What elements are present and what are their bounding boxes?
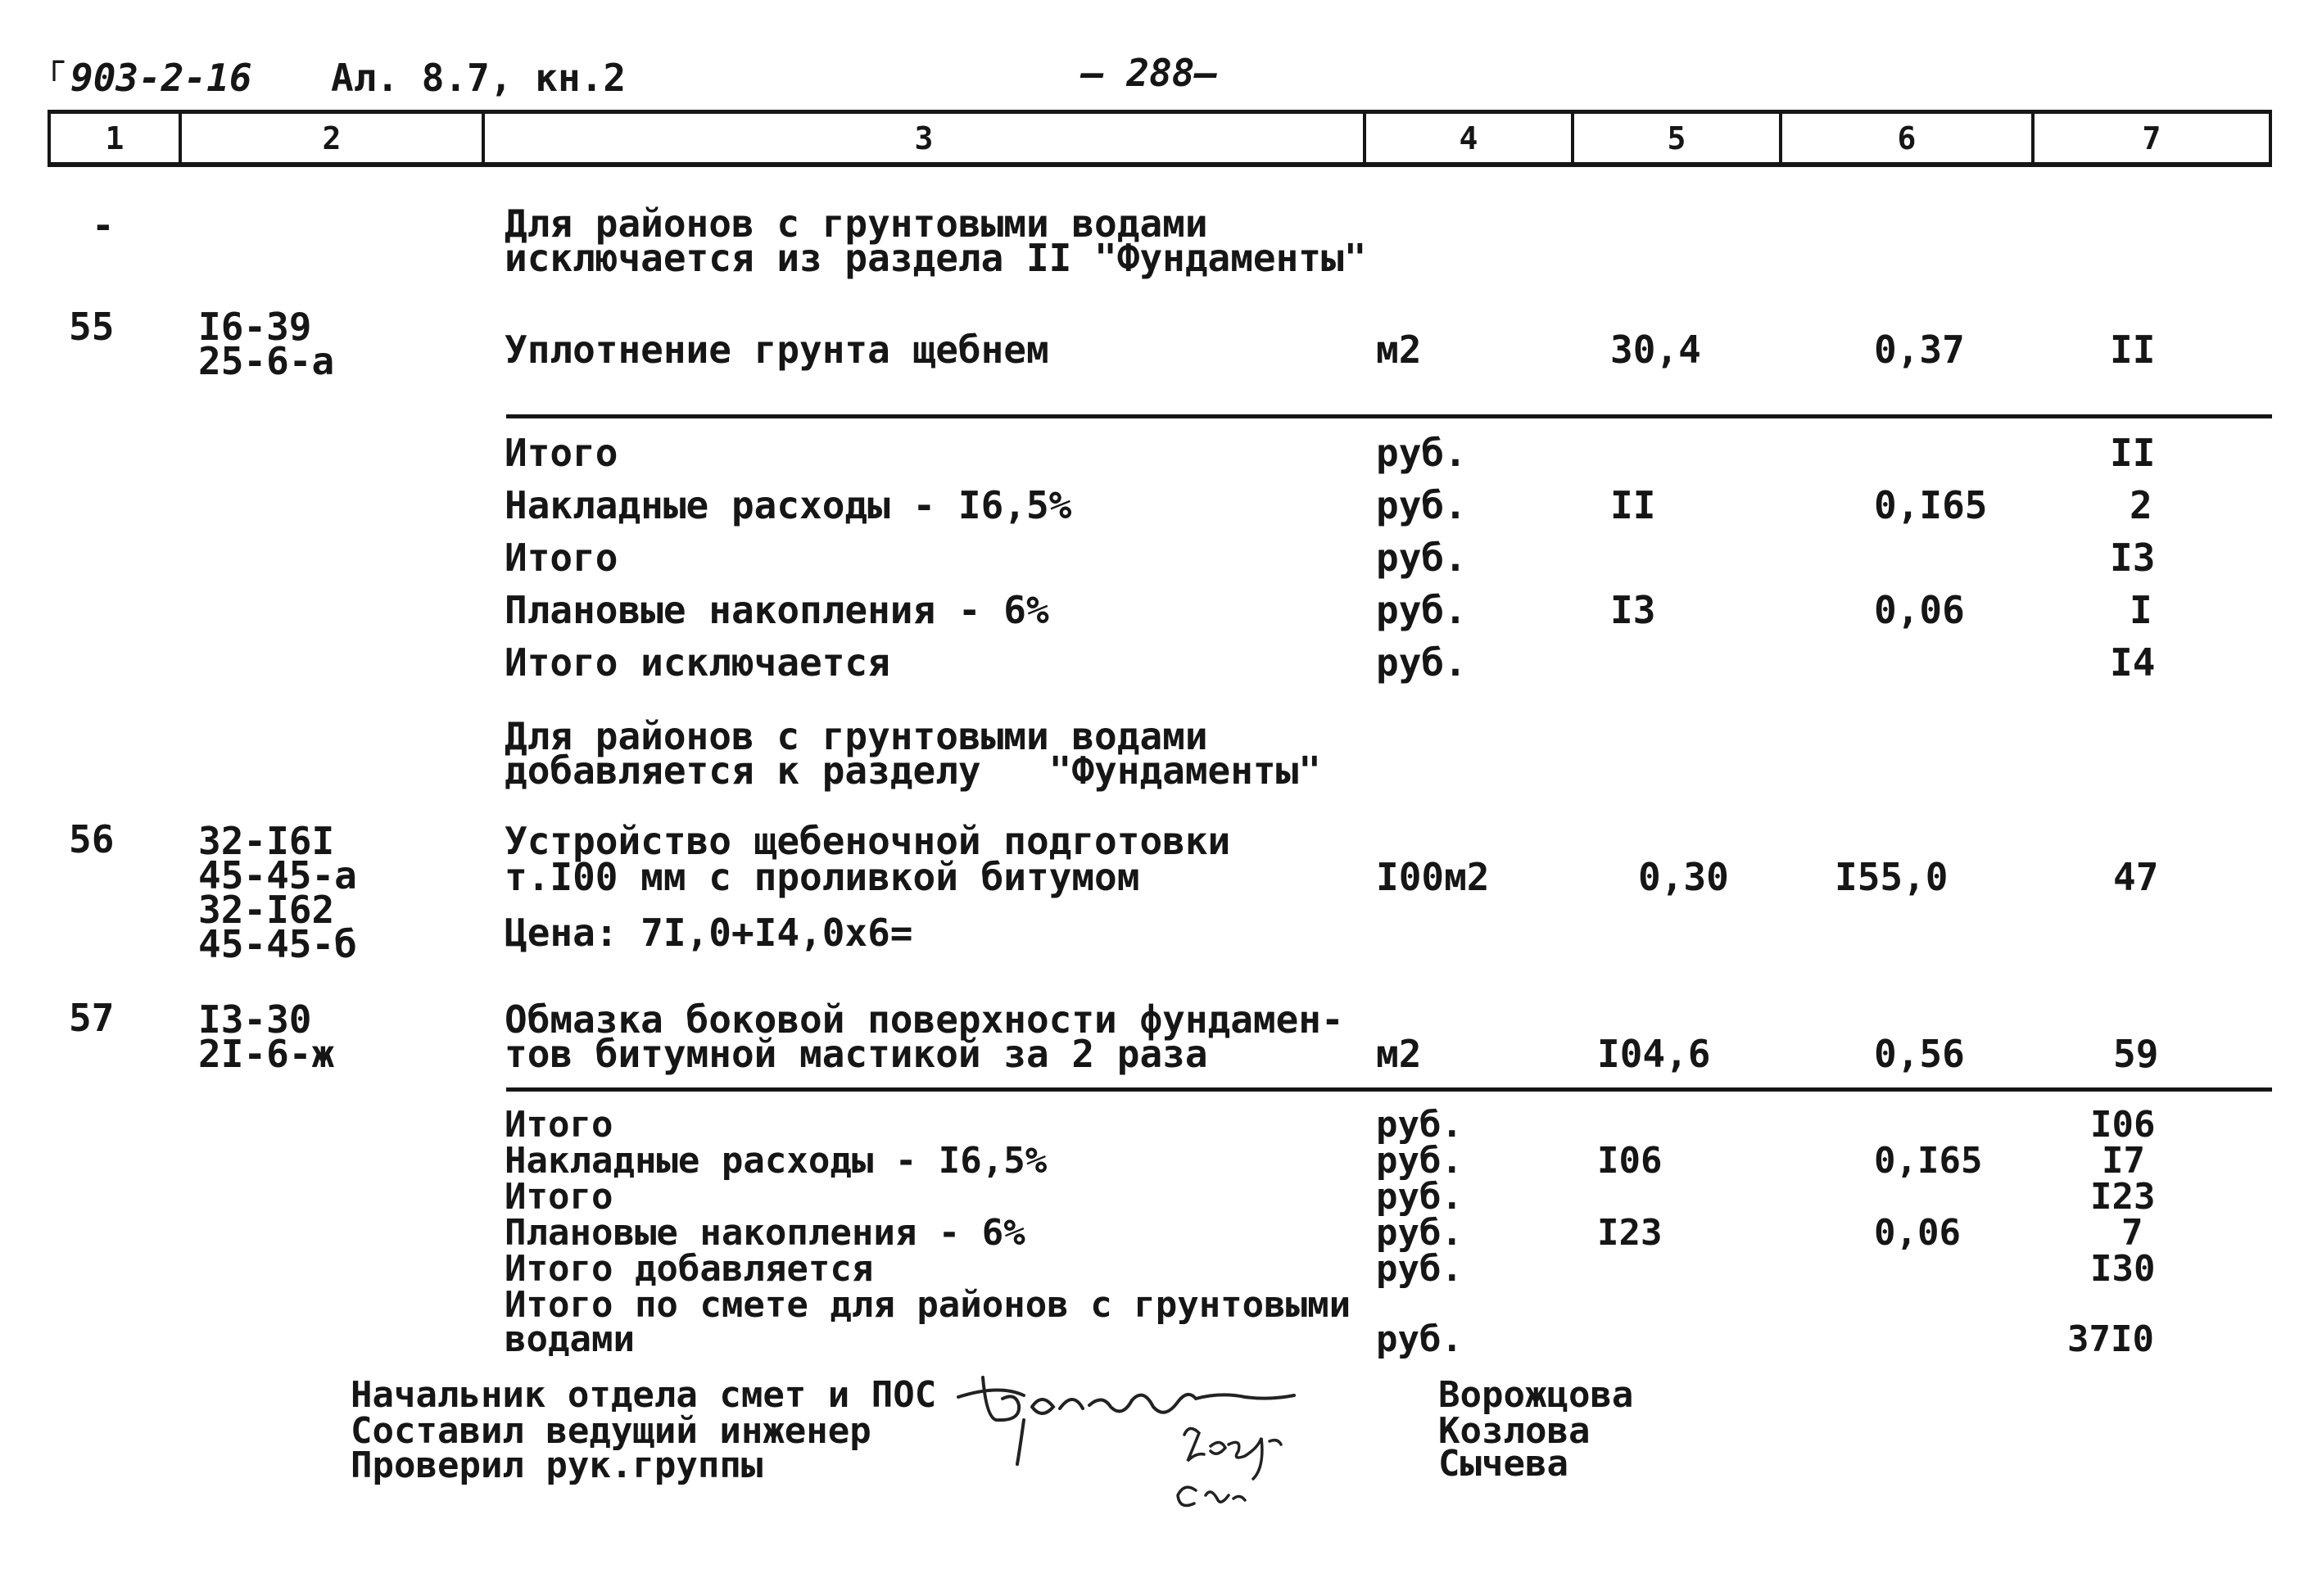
handwritten-signature	[950, 1359, 1376, 1515]
item-qty: 30,4	[1610, 328, 1701, 372]
signature-role: Начальник отдела смет и ПОС	[351, 1374, 937, 1416]
item-unit: м2	[1376, 328, 1422, 372]
summary-total: II	[2110, 431, 2156, 475]
summary-unit: руб.	[1376, 1212, 1463, 1254]
summary-label: Итого	[505, 536, 618, 580]
header-col-divider	[2269, 110, 2272, 167]
summary-rate: 0,06	[1874, 588, 1965, 632]
section-title: Для районов с грунтовыми водами	[505, 714, 1208, 758]
summary-total: 2	[2130, 483, 2152, 527]
column-header: 3	[914, 120, 934, 156]
summary-unit: руб.	[1376, 1176, 1463, 1218]
item-total: II	[2110, 328, 2156, 372]
item-code: 25-6-а	[198, 339, 335, 383]
signature-role: Составил ведущий инженер	[351, 1410, 871, 1452]
summary-label: Плановые накопления - 6%	[505, 1212, 1025, 1254]
column-header: 5	[1667, 120, 1686, 156]
summary-total: I	[2130, 588, 2152, 632]
item-code: 45-45-б	[198, 922, 357, 966]
section-title: исключается из раздела II "Фундаменты"	[505, 236, 1367, 280]
summary-total: I30	[2090, 1248, 2156, 1290]
summary-total: 7	[2121, 1212, 2143, 1254]
summary-unit: руб.	[1376, 1248, 1463, 1290]
summary-total: I23	[2090, 1176, 2156, 1218]
grand-total-label: Итого по смете для районов с грунтовыми	[505, 1284, 1351, 1326]
item-note: Цена: 7I,0+I4,0х6=	[505, 911, 913, 955]
grand-total-value: 37I0	[2067, 1318, 2154, 1360]
item-number: 56	[69, 817, 115, 861]
summary-rate: 0,06	[1874, 1212, 1961, 1254]
item-qty: I04,6	[1597, 1032, 1711, 1076]
summary-label: Итого	[505, 431, 618, 475]
item-code: I3-30	[198, 997, 312, 1042]
signature-name: Сычева	[1438, 1443, 1568, 1485]
section-title: Для районов с грунтовыми водами	[505, 201, 1208, 246]
item-name: Уплотнение грунта щебнем	[505, 328, 1049, 372]
corner-mark: ┌	[44, 43, 65, 81]
item-unit: I00м2	[1376, 855, 1490, 899]
item-code: 32-I62	[198, 888, 335, 932]
summary-base: I23	[1597, 1212, 1663, 1254]
item-price: I55,0	[1835, 855, 1949, 899]
summary-base: I06	[1597, 1140, 1663, 1182]
item-number: 57	[69, 996, 115, 1040]
item-unit: м2	[1376, 1032, 1422, 1076]
item-code: 45-45-а	[198, 853, 357, 897]
summary-rate: 0,I65	[1874, 483, 1988, 527]
signature-role: Проверил рук.группы	[351, 1445, 763, 1486]
column-header: 6	[1897, 120, 1917, 156]
summary-label: Итого исключается	[505, 640, 890, 685]
summary-total: I4	[2110, 640, 2156, 685]
summary-unit: руб.	[1376, 483, 1467, 527]
album-ref: Ал. 8.7, кн.2	[331, 56, 627, 100]
summary-label: Накладные расходы - I6,5%	[505, 483, 1072, 527]
summary-total: I7	[2102, 1140, 2145, 1182]
summary-unit: руб.	[1376, 536, 1467, 580]
summary-unit: руб.	[1376, 640, 1467, 685]
item-total: 59	[2113, 1032, 2159, 1076]
bullet-dash: -	[92, 203, 115, 247]
item-price: 0,37	[1874, 328, 1965, 372]
signature-name: Козлова	[1438, 1410, 1591, 1452]
item-name: т.I00 мм с проливкой битумом	[505, 855, 1140, 899]
item-name: тов битумной мастикой за 2 раза	[505, 1032, 1208, 1076]
summary-label: Итого	[505, 1176, 613, 1218]
item-total: 47	[2113, 855, 2159, 899]
summary-label: Итого	[505, 1104, 613, 1146]
rule-line	[506, 1087, 2272, 1092]
item-code: 32-I6I	[198, 819, 335, 863]
doc-code: 903-2-16	[70, 56, 252, 100]
item-name: Устройство щебеночной подготовки	[505, 819, 1231, 863]
item-number: 55	[69, 305, 115, 349]
item-qty: 0,30	[1638, 855, 1729, 899]
grand-total-label: водами	[505, 1318, 635, 1360]
summary-rate: 0,I65	[1874, 1140, 1983, 1182]
summary-label: Плановые накопления - 6%	[505, 588, 1049, 632]
item-code: 2I-6-ж	[198, 1032, 335, 1076]
column-header: 1	[105, 120, 124, 156]
summary-label: Итого добавляется	[505, 1248, 874, 1290]
item-code: I6-39	[198, 305, 312, 349]
page-number: — 288—	[1081, 51, 1218, 95]
summary-total: I3	[2110, 536, 2156, 580]
summary-unit: руб.	[1376, 588, 1467, 632]
summary-unit: руб.	[1376, 1104, 1463, 1146]
item-name: Обмазка боковой поверхности фундамен-	[505, 997, 1344, 1042]
item-price: 0,56	[1874, 1032, 1965, 1076]
summary-unit: руб.	[1376, 1140, 1463, 1182]
summary-total: I06	[2090, 1104, 2156, 1146]
column-header: 7	[2142, 120, 2161, 156]
summary-base: I3	[1610, 588, 1656, 632]
column-header: 4	[1459, 120, 1478, 156]
summary-label: Накладные расходы - I6,5%	[505, 1140, 1048, 1182]
rule-line	[506, 414, 2272, 418]
column-header: 2	[322, 120, 342, 156]
summary-base: II	[1610, 483, 1656, 527]
signature-name: Ворожцова	[1438, 1374, 1634, 1416]
grand-total-unit: руб.	[1376, 1318, 1463, 1360]
summary-unit: руб.	[1376, 431, 1467, 475]
section-title: добавляется к разделу "Фундаменты"	[505, 748, 1321, 793]
